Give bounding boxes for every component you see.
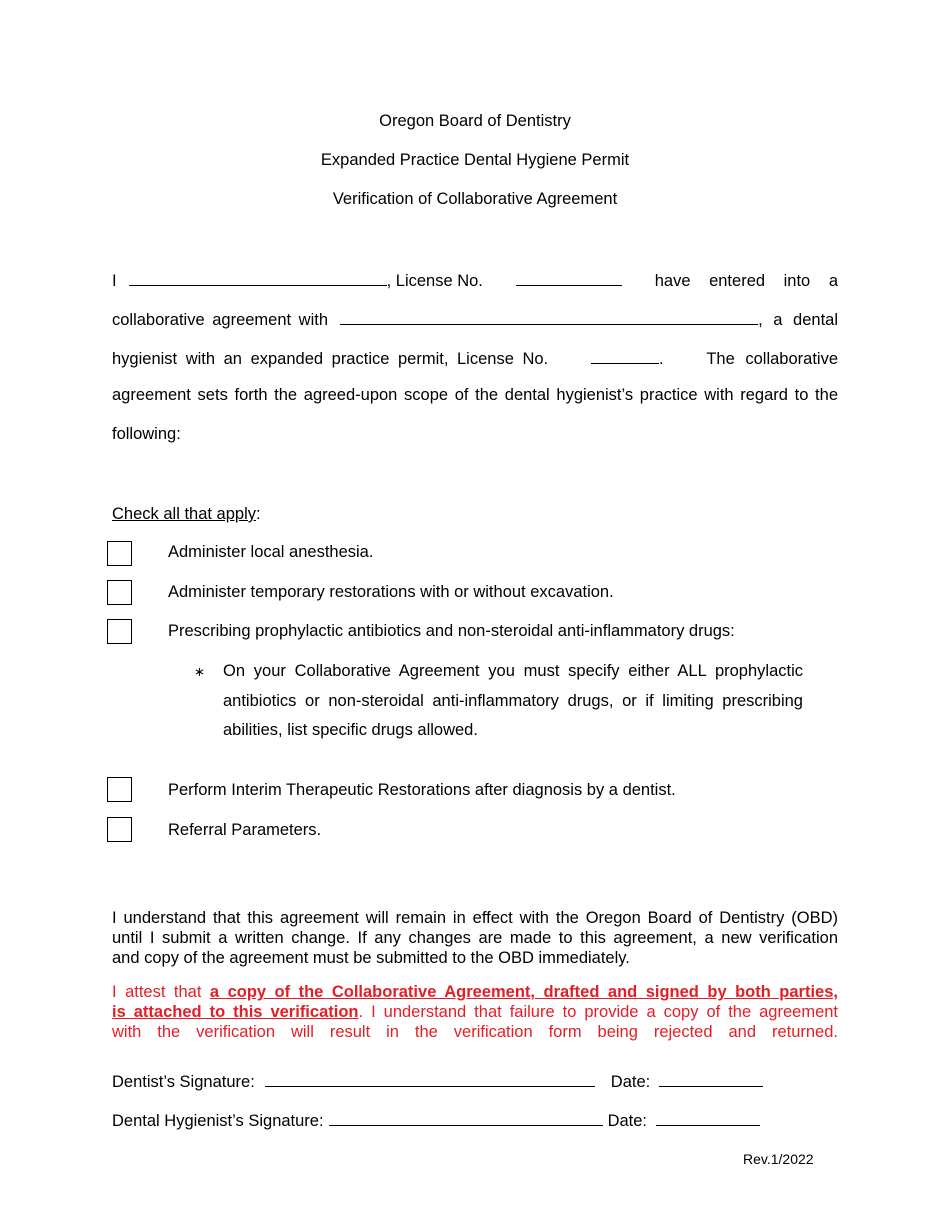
checkbox-referral-parameters[interactable] xyxy=(107,817,132,842)
understand-line-3: and copy of the agreement must be submitted to the OBD immediately. xyxy=(112,949,630,967)
revision-label: Rev.1/2022 xyxy=(743,1151,814,1167)
attest-emphasis-2: is attached to this verification xyxy=(112,1003,359,1021)
attest-line-3: with the verification will result in the verification form being rejected and returned. xyxy=(112,1023,838,1041)
dentist-signature-field[interactable] xyxy=(265,1070,595,1087)
label-prescribing: Prescribing prophylactic antibiotics and non-steroidal anti-inflammatory drugs: xyxy=(168,622,735,640)
checkbox-prescribing[interactable] xyxy=(107,619,132,644)
label-interim-restorations: Perform Interim Therapeutic Restorations after diagnosis by a dentist. xyxy=(168,781,676,799)
attest-failure: . I understand that failure to provide a copy of the agreement xyxy=(358,1003,839,1021)
note-line-1: On your Collaborative Agreement you must specify either ALL prophylactic xyxy=(223,662,803,680)
hygienist-license-field[interactable] xyxy=(591,347,659,364)
attest-paragraph xyxy=(112,982,838,1042)
title-board: Oregon Board of Dentistry xyxy=(379,112,571,130)
note-bullet: ∗ xyxy=(194,664,205,679)
intro-entered: have entered into a xyxy=(654,272,838,290)
dentist-name-field[interactable] xyxy=(129,269,387,286)
checklist-heading xyxy=(112,505,261,524)
intro-line-2 xyxy=(112,308,838,330)
dentist-signature-row xyxy=(112,1070,763,1092)
label-referral-parameters: Referral Parameters. xyxy=(168,821,322,839)
dentist-license-field[interactable] xyxy=(516,269,622,286)
attest-emphasis-1: a copy of the Collaborative Agreement, drafted and signed by both parties, xyxy=(209,983,838,1001)
checklist-heading-text: Check all that apply xyxy=(112,505,256,523)
label-temporary-restorations: Administer temporary restorations with or without excavation. xyxy=(168,583,614,601)
intro-license-label: , License No. xyxy=(386,272,483,290)
intro-line-1 xyxy=(112,269,838,291)
title-permit: Expanded Practice Dental Hygiene Permit xyxy=(320,151,630,169)
intro-the-collab: The collaborative xyxy=(706,350,838,368)
dentist-date-field[interactable] xyxy=(659,1070,763,1087)
label-local-anesthesia: Administer local anesthesia. xyxy=(168,543,374,561)
attest-line-2 xyxy=(112,1002,838,1022)
dentist-date-label: Date: xyxy=(610,1073,651,1091)
intro-line-3 xyxy=(112,347,838,369)
understand-line-2: until I submit a written change. If any changes are made to this agreement, a new verification xyxy=(112,929,838,947)
intro-line-4: agreement sets forth the agreed-upon scope of the dental hygienist’s practice with regard to the xyxy=(112,386,838,404)
checkbox-temporary-restorations[interactable] xyxy=(107,580,132,605)
intro-period: . xyxy=(658,350,664,368)
understand-line-1: I understand that this agreement will remain in effect with the Oregon Board of Dentistry (OBD) xyxy=(112,909,838,927)
attest-line-1 xyxy=(112,982,838,1002)
intro-i: I xyxy=(112,272,117,290)
hygienist-date-field[interactable] xyxy=(656,1109,760,1126)
note-line-2: antibiotics or non-steroidal anti-inflammatory drugs, or if limiting prescribing xyxy=(223,692,803,710)
note-line-3: abilities, list specific drugs allowed. xyxy=(223,721,478,739)
checklist-heading-colon: : xyxy=(256,505,261,523)
hygienist-name-field[interactable] xyxy=(340,308,758,325)
intro-line-5: following: xyxy=(112,425,181,443)
dentist-signature-label: Dentist’s Signature: xyxy=(112,1073,255,1091)
hygienist-signature-label: Dental Hygienist’s Signature: xyxy=(112,1112,324,1130)
checkbox-interim-restorations[interactable] xyxy=(107,777,132,802)
understand-paragraph xyxy=(112,908,838,968)
attest-intro: I attest that xyxy=(112,983,210,1001)
intro-hygienist: hygienist with an expanded practice permit, License No. xyxy=(112,350,549,368)
title-verification: Verification of Collaborative Agreement xyxy=(332,190,618,208)
hygienist-date-label: Date: xyxy=(607,1112,647,1130)
intro-a-dental: , a dental xyxy=(758,311,838,329)
hygienist-signature-row xyxy=(112,1109,760,1131)
intro-collab: collaborative agreement with xyxy=(112,311,329,329)
checkbox-local-anesthesia[interactable] xyxy=(107,541,132,566)
hygienist-signature-field[interactable] xyxy=(329,1109,603,1126)
